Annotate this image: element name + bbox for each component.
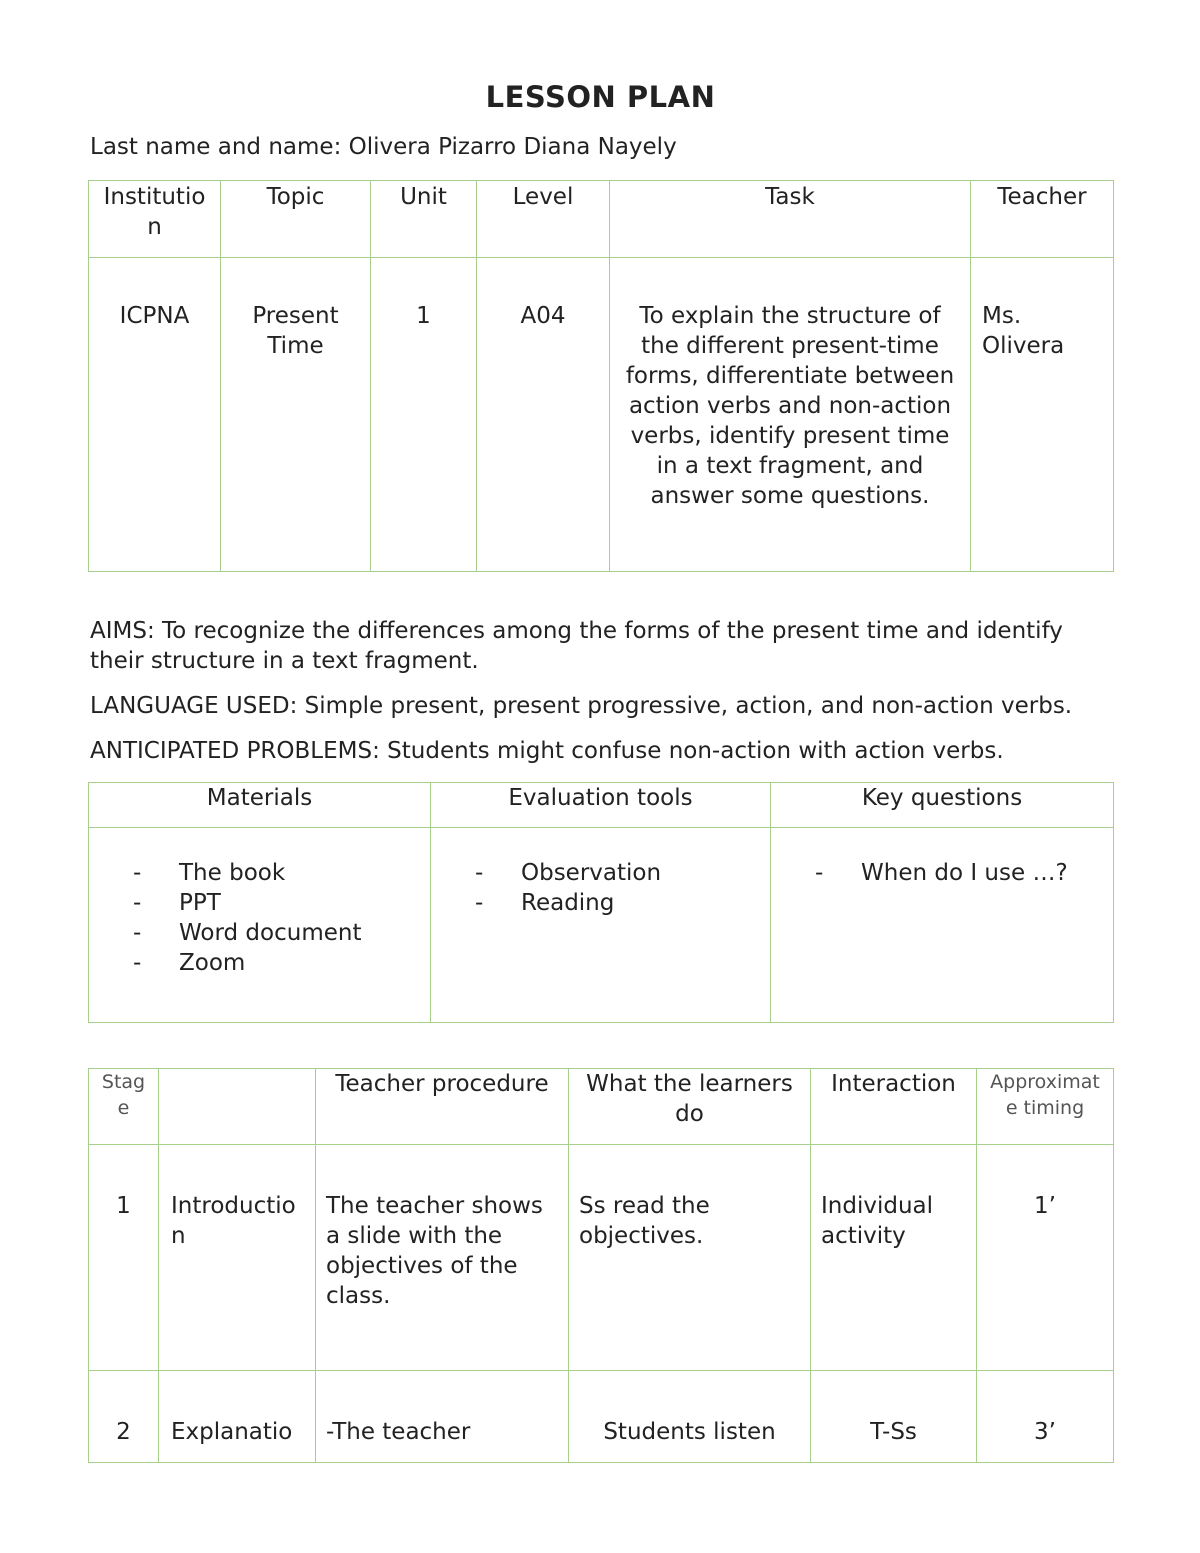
header-timing: Approximate timing bbox=[977, 1069, 1114, 1145]
table-row bbox=[89, 1371, 1114, 1463]
cell-timing: 3’ bbox=[977, 1371, 1114, 1463]
cell-learners: Students listen bbox=[569, 1371, 811, 1463]
header-unit: Unit bbox=[371, 181, 477, 258]
header-materials: Materials bbox=[89, 783, 431, 828]
cell-stage-name: Explanatio bbox=[159, 1371, 316, 1463]
list-item: - The book bbox=[133, 860, 286, 886]
cell-stage: 1 bbox=[89, 1145, 159, 1371]
table-row bbox=[89, 828, 1114, 1023]
header-teacher-procedure: Teacher procedure bbox=[316, 1069, 569, 1145]
procedure-table bbox=[88, 1068, 1114, 1463]
header-institution: Institution bbox=[89, 181, 221, 258]
lesson-info-table bbox=[88, 180, 1114, 572]
anticipated-problems-paragraph: ANTICIPATED PROBLEMS: Students might confuse non-action with action verbs. bbox=[90, 738, 1004, 764]
aims-paragraph: AIMS: To recognize the differences among the forms of the present time and identify their structure in a text fragment. bbox=[90, 618, 1063, 674]
list-item: - Reading bbox=[475, 890, 615, 916]
cell-institution: ICPNA bbox=[89, 258, 221, 572]
cell-teacher-procedure: The teacher shows a slide with the objectives of the class. bbox=[316, 1145, 569, 1371]
header-stage: Stage bbox=[89, 1069, 159, 1145]
cell-materials bbox=[89, 828, 431, 1023]
table-row bbox=[89, 1145, 1114, 1371]
header-topic: Topic bbox=[221, 181, 371, 258]
language-used-paragraph: LANGUAGE USED: Simple present, present progressive, action, and non-action verbs. bbox=[90, 693, 1073, 719]
cell-key-questions bbox=[771, 828, 1114, 1023]
table-row bbox=[89, 258, 1114, 572]
cell-task: To explain the structure of the different present-time forms, differentiate between action verbs and non-action verbs, identify present time in a text fragment, and answer some questions. bbox=[610, 258, 971, 572]
cell-stage: 2 bbox=[89, 1371, 159, 1463]
cell-learners: Ss read the objectives. bbox=[569, 1145, 811, 1371]
table-header-row bbox=[89, 181, 1114, 258]
list-item: - Word document bbox=[133, 920, 362, 946]
header-learners: What the learners do bbox=[569, 1069, 811, 1145]
header-evaluation-tools: Evaluation tools bbox=[431, 783, 771, 828]
key-questions-list bbox=[779, 858, 1105, 888]
header-stage-name bbox=[159, 1069, 316, 1145]
cell-interaction: T-Ss bbox=[811, 1371, 977, 1463]
cell-teacher: Ms. Olivera bbox=[971, 258, 1114, 572]
header-task: Task bbox=[610, 181, 971, 258]
evaluation-tools-list bbox=[439, 858, 762, 918]
cell-evaluation-tools bbox=[431, 828, 771, 1023]
cell-timing: 1’ bbox=[977, 1145, 1114, 1371]
cell-topic: Present Time bbox=[221, 258, 371, 572]
table-header-row bbox=[89, 1069, 1114, 1145]
cell-stage-name: Introduction bbox=[159, 1145, 316, 1371]
table-header-row bbox=[89, 783, 1114, 828]
materials-table bbox=[88, 782, 1114, 1023]
header-key-questions: Key questions bbox=[771, 783, 1114, 828]
cell-level: A04 bbox=[477, 258, 610, 572]
list-item: - Observation bbox=[475, 860, 662, 886]
header-teacher: Teacher bbox=[971, 181, 1114, 258]
list-item: - PPT bbox=[133, 890, 221, 916]
page-title: LESSON PLAN bbox=[485, 80, 716, 114]
student-name-line: Last name and name: Olivera Pizarro Diana Nayely bbox=[90, 134, 677, 160]
header-level: Level bbox=[477, 181, 610, 258]
materials-list bbox=[97, 858, 422, 978]
cell-interaction: Individual activity bbox=[811, 1145, 977, 1371]
cell-unit: 1 bbox=[371, 258, 477, 572]
list-item: - Zoom bbox=[133, 950, 246, 976]
list-item: - When do I use …? bbox=[815, 860, 1068, 886]
cell-teacher-procedure: -The teacher bbox=[316, 1371, 569, 1463]
header-interaction: Interaction bbox=[811, 1069, 977, 1145]
